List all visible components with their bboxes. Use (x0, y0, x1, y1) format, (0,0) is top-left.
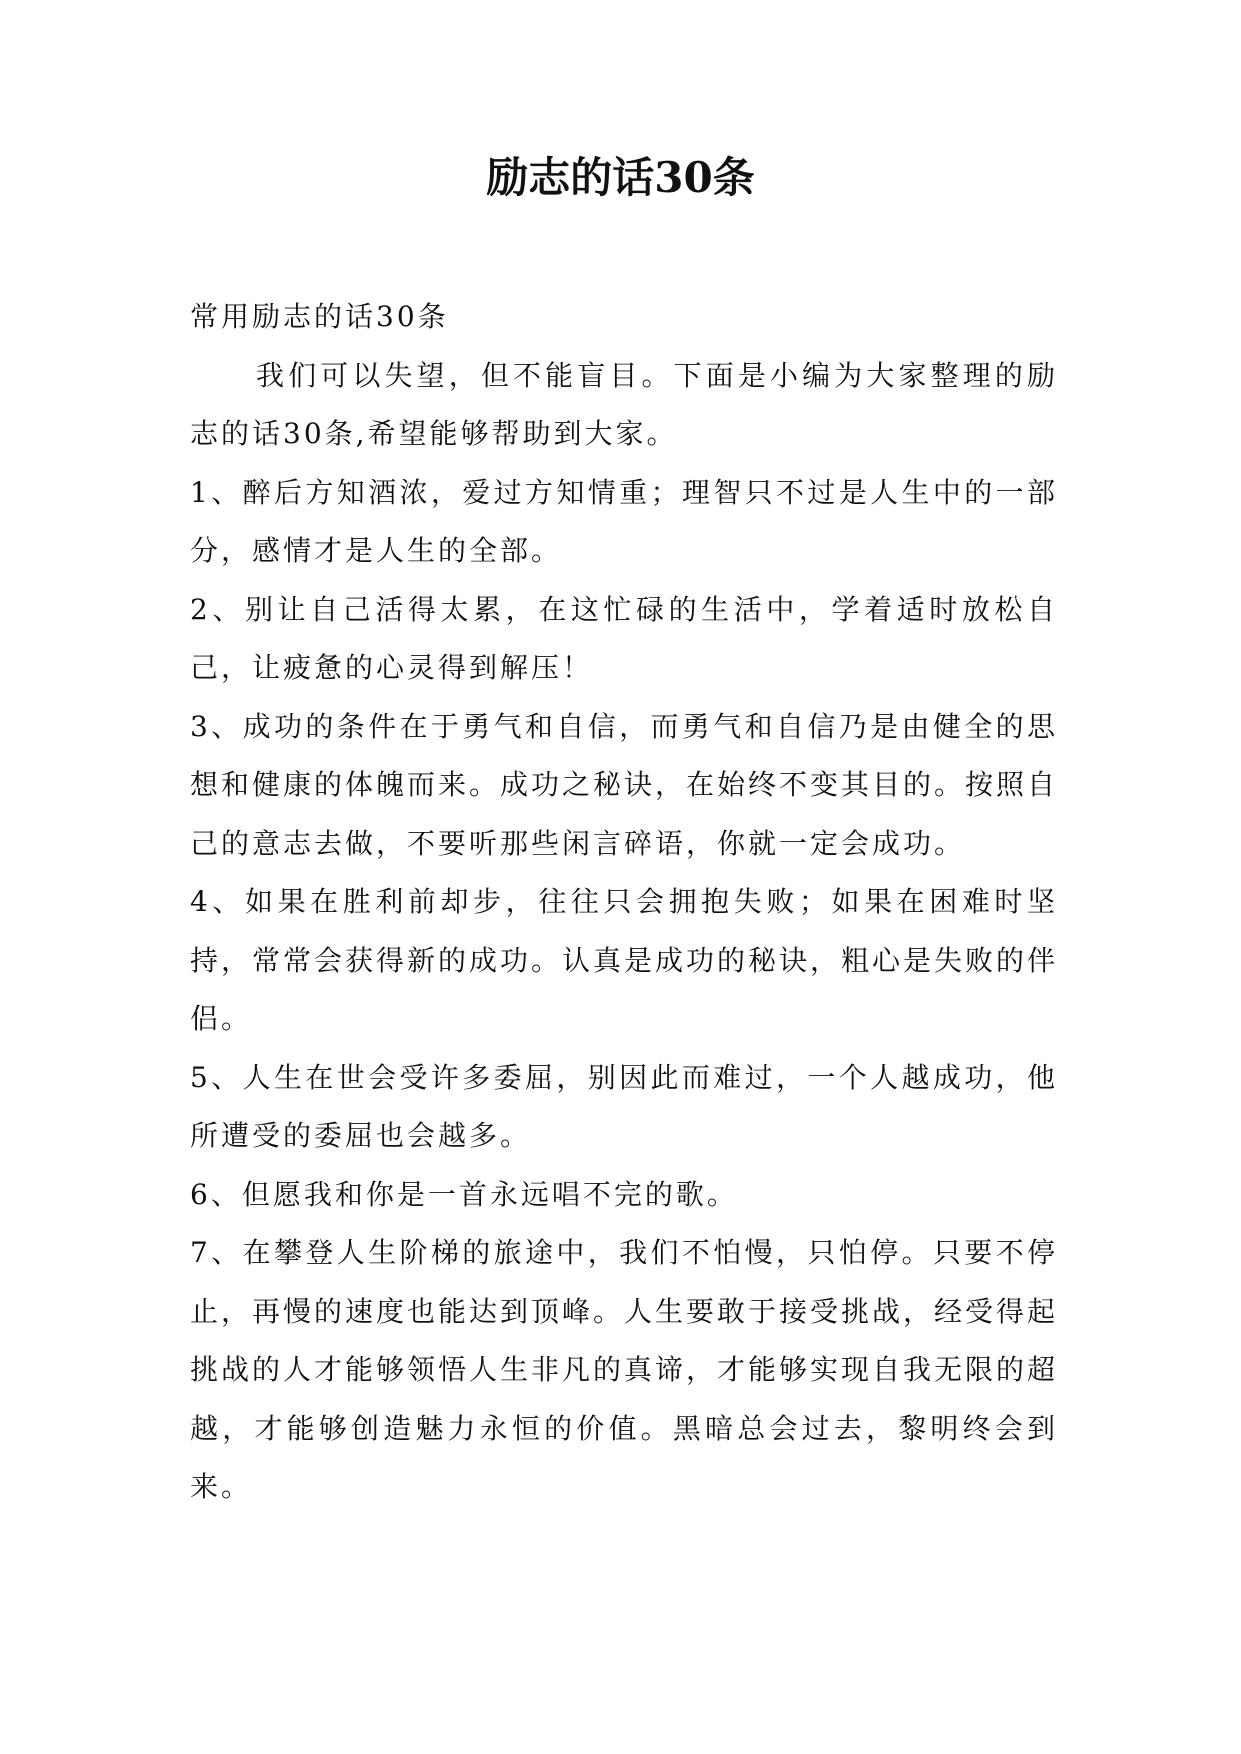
list-item: 2、别让自己活得太累，在这忙碌的生活中，学着适时放松自己，让疲惫的心灵得到解压！ (190, 592, 1058, 684)
document-title: 励志的话30条 (486, 153, 755, 202)
list-item: 5、人生在世会受许多委屈，别因此而难过，一个人越成功，他所遭受的委屈也会越多。 (190, 1060, 1058, 1152)
list-item: 3、成功的条件在于勇气和自信，而勇气和自信乃是由健全的思想和健康的体魄而来。成功之秘诀，在始终不变其目的。按照自己的意志去做，不要听那些闲言碎语，你就一定会成功。 (190, 709, 1059, 860)
list-item: 1、醉后方知酒浓，爱过方知情重；理智只不过是人生中的一部分，感情才是人生的全部。 (190, 475, 1058, 567)
intro-paragraph: 我们可以失望，但不能盲目。下面是小编为大家整理的励志的话30条,希望能够帮助到大家。 (190, 358, 1058, 450)
list-item: 7、在攀登人生阶梯的旅途中，我们不怕慢，只怕停。只要不停止，再慢的速度也能达到顶峰。人生要敢于接受挑战，经受得起挑战的人才能够领悟人生非凡的真谛，才能够实现自我无限的超越，才能够创造魅力永恒的价值。黑暗总会过去，黎明终会到来。 (190, 1236, 1059, 1503)
document-body (190, 288, 1058, 1517)
list-item: 4、如果在胜利前却步，往往只会拥抱失败；如果在困难时坚持，常常会获得新的成功。认真是成功的秘诀，粗心是失败的伴侣。 (190, 885, 1059, 1035)
document-subtitle: 常用励志的话30条 (190, 300, 449, 333)
list-item: 6、但愿我和你是一首永远唱不完的歌。 (190, 1177, 738, 1211)
